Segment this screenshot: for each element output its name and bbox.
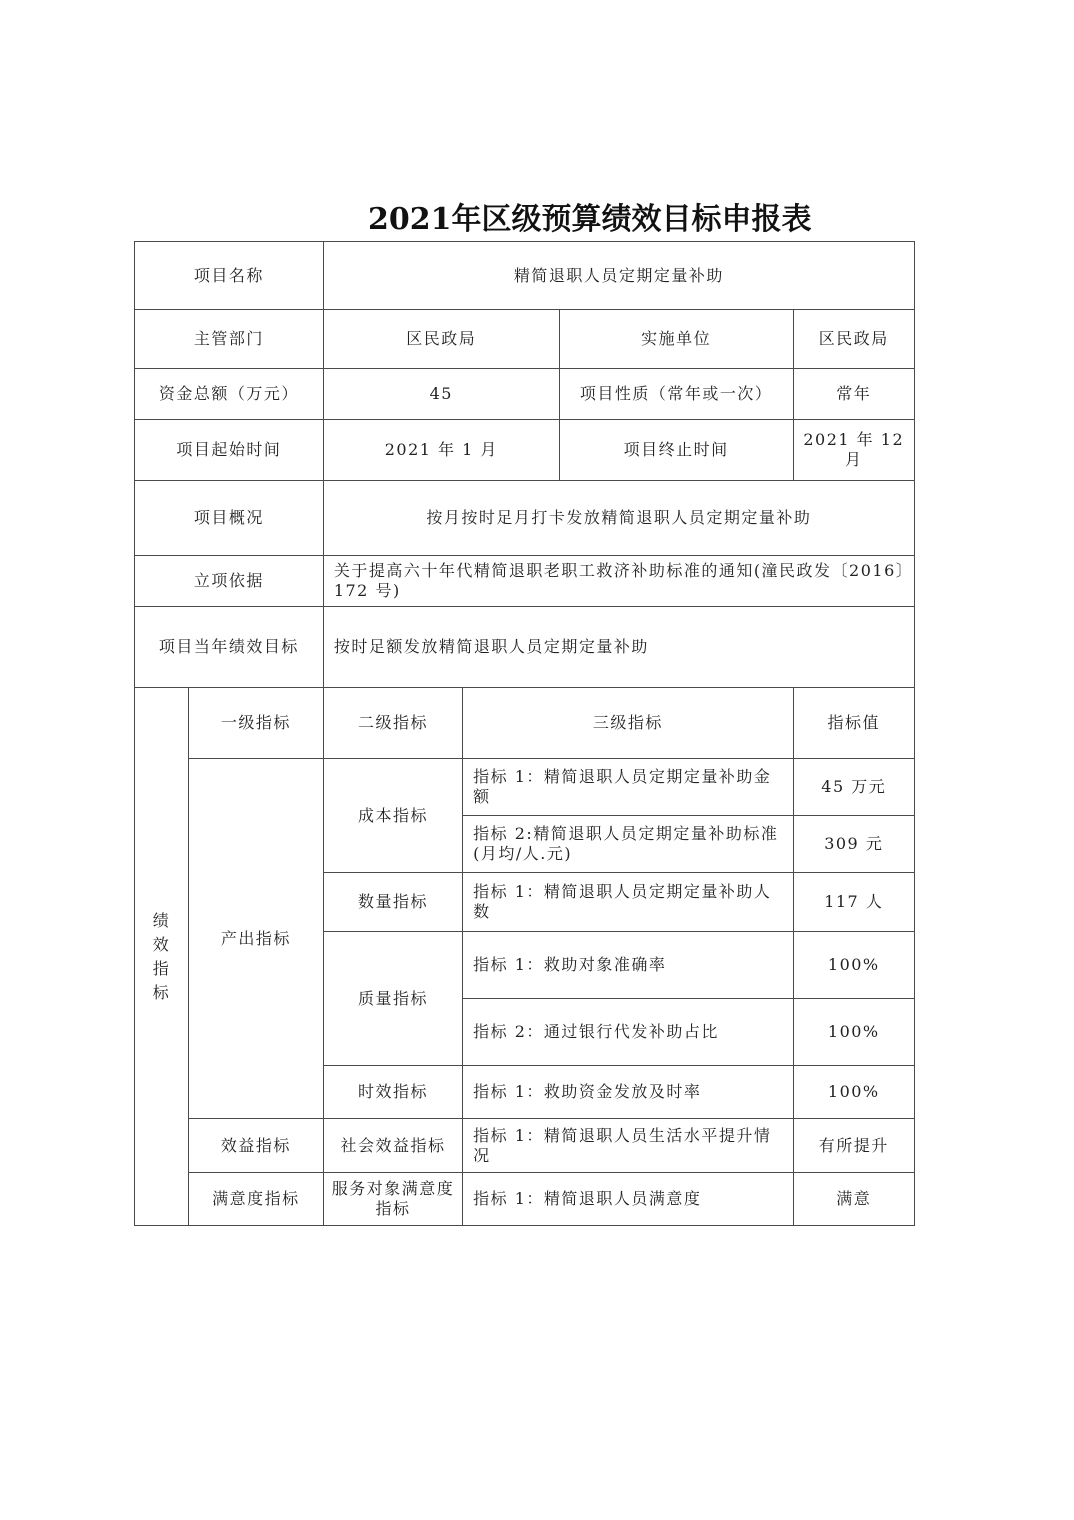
satisfaction-indicator-1-text: 指标 1：精简退职人员满意度 <box>463 1173 793 1226</box>
cost-indicator-1-value: 45 万元 <box>793 759 914 816</box>
row-overview <box>135 481 915 556</box>
goal-label: 项目当年绩效目标 <box>135 607 324 688</box>
output-indicator-label: 产出指标 <box>188 759 323 1119</box>
quality-indicator-1-value: 100% <box>793 932 914 999</box>
quality-indicator-1-text: 指标 1：救助对象准确率 <box>463 932 793 999</box>
quality-indicator-2-text: 指标 2：通过银行代发补助占比 <box>463 999 793 1066</box>
row-funds <box>135 369 915 420</box>
timeliness-indicator-label: 时效指标 <box>323 1066 462 1119</box>
table-row <box>135 759 915 816</box>
overview-value: 按月按时足月打卡发放精简退职人员定期定量补助 <box>323 481 914 556</box>
page-title: 2021年区级预算绩效目标申报表 <box>368 202 812 237</box>
department-value: 区民政局 <box>323 310 559 369</box>
start-time-label: 项目起始时间 <box>135 420 324 481</box>
quantity-indicator-1-value: 117 人 <box>793 873 914 932</box>
cost-indicator-2-text: 指标 2:精简退职人员定期定量补助标准(月均/人.元) <box>463 816 793 873</box>
implementing-unit-label: 实施单位 <box>559 310 793 369</box>
service-satisfaction-indicator-label: 服务对象满意度指标 <box>323 1173 462 1226</box>
row-time <box>135 420 915 481</box>
cost-indicator-1-text: 指标 1：精简退职人员定期定量补助金额 <box>463 759 793 816</box>
row-basis <box>135 556 915 607</box>
project-name-value: 精简退职人员定期定量补助 <box>323 242 914 310</box>
satisfaction-indicator-1-value: 满意 <box>793 1173 914 1226</box>
performance-indicators-label <box>135 688 189 1226</box>
implementing-unit-value: 区民政局 <box>793 310 914 369</box>
project-nature-label: 项目性质（常年或一次） <box>559 369 793 420</box>
goal-value: 按时足额发放精简退职人员定期定量补助 <box>323 607 914 688</box>
header-level2: 二级指标 <box>323 688 462 759</box>
row-project-name <box>135 242 915 310</box>
header-value: 指标值 <box>793 688 914 759</box>
satisfaction-indicator-label: 满意度指标 <box>188 1173 323 1226</box>
social-benefit-indicator-label: 社会效益指标 <box>323 1119 462 1173</box>
cost-indicator-2-value: 309 元 <box>793 816 914 873</box>
benefit-indicator-1-text: 指标 1：精简退职人员生活水平提升情况 <box>463 1119 793 1173</box>
budget-performance-table <box>134 241 915 1226</box>
project-nature-value: 常年 <box>793 369 914 420</box>
row-goal <box>135 607 915 688</box>
cost-indicator-label: 成本指标 <box>323 759 462 873</box>
department-label: 主管部门 <box>135 310 324 369</box>
header-level3: 三级指标 <box>463 688 793 759</box>
quantity-indicator-label: 数量指标 <box>323 873 462 932</box>
end-time-value: 2021 年 12 月 <box>793 420 914 481</box>
overview-label: 项目概况 <box>135 481 324 556</box>
quantity-indicator-1-text: 指标 1：精简退职人员定期定量补助人数 <box>463 873 793 932</box>
row-indicator-headers <box>135 688 915 759</box>
basis-label: 立项依据 <box>135 556 324 607</box>
end-time-label: 项目终止时间 <box>559 420 793 481</box>
start-time-value: 2021 年 1 月 <box>323 420 559 481</box>
benefit-indicator-label: 效益指标 <box>188 1119 323 1173</box>
total-funds-label: 资金总额（万元） <box>135 369 324 420</box>
performance-indicators-text: 绩效指标 <box>152 910 171 1002</box>
project-name-label: 项目名称 <box>135 242 324 310</box>
total-funds-value: 45 <box>323 369 559 420</box>
timeliness-indicator-1-text: 指标 1：救助资金发放及时率 <box>463 1066 793 1119</box>
row-department <box>135 310 915 369</box>
quality-indicator-label: 质量指标 <box>323 932 462 1066</box>
header-level1: 一级指标 <box>188 688 323 759</box>
table-row <box>135 1119 915 1173</box>
basis-value: 关于提高六十年代精简退职老职工救济补助标准的通知(潼民政发〔2016〕172 号) <box>323 556 914 607</box>
quality-indicator-2-value: 100% <box>793 999 914 1066</box>
table-row <box>135 1173 915 1226</box>
benefit-indicator-1-value: 有所提升 <box>793 1119 914 1173</box>
timeliness-indicator-1-value: 100% <box>793 1066 914 1119</box>
